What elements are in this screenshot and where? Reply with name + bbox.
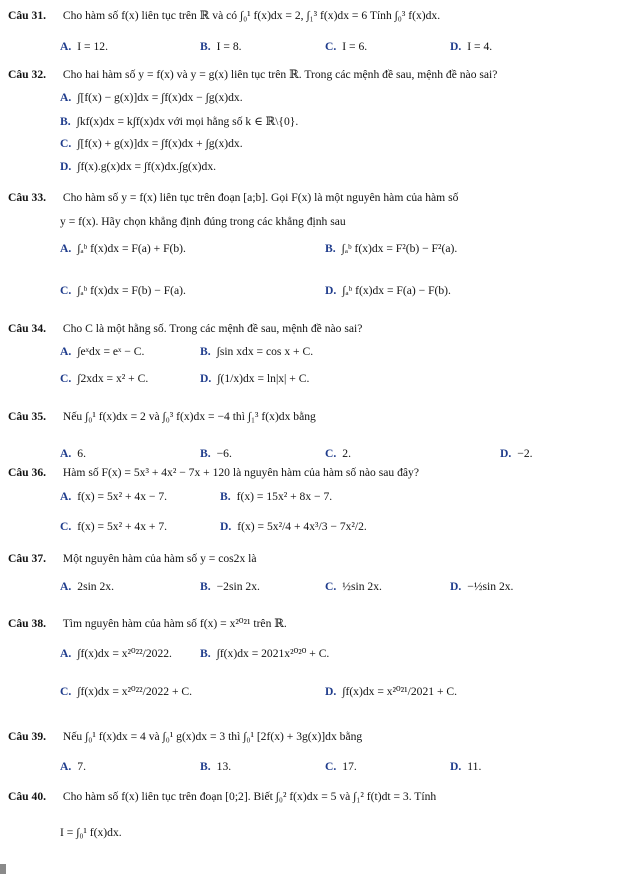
question-34 [8,322,362,335]
question-number: Câu 31. [8,9,47,22]
option-c: C. ∫2xdx = x² + C. [60,372,149,385]
question-number: Câu 37. [8,552,47,565]
question-number: Câu 34. [8,322,47,335]
option-c: C. I = 6. [325,40,368,53]
option-d: D. 11. [450,760,482,773]
option-a: A. 7. [60,760,86,773]
option-a: A. ∫eˣdx = eˣ − C. [60,345,145,358]
question-text: Cho C là một hằng số. Trong các mệnh đề sau, mệnh đề nào sai? [62,322,363,335]
option-c: C. ∫[f(x) + g(x)]dx = ∫f(x)dx + ∫g(x)dx. [60,137,243,150]
page-corner-mark [0,864,6,874]
option-d: D. ∫ₐᵇ f(x)dx = F(a) − F(b). [325,284,451,297]
option-b: B. ∫kf(x)dx = k∫f(x)dx với mọi hằng số k ∈ ℝ\{0}. [60,115,299,128]
option-c: C. ∫ₐᵇ f(x)dx = F(b) − F(a). [60,284,186,297]
question-number: Câu 36. [8,466,47,479]
option-d: D. ∫(1/x)dx = ln|x| + C. [200,372,310,385]
question-text: Cho hàm số f(x) liên tục trên ℝ và có ∫₀¹ f(x)dx = 2, ∫₁³ f(x)dx = 6 Tính ∫₀³ f(x)dx. [62,9,441,22]
question-text-continued: I = ∫₀¹ f(x)dx. [60,826,122,839]
option-d: D. ∫f(x).g(x)dx = ∫f(x)dx.∫g(x)dx. [60,160,217,173]
question-text: Hàm số F(x) = 5x³ + 4x² − 7x + 120 là nguyên hàm của hàm số nào sau đây? [62,466,419,479]
option-a: A. ∫f(x)dx = x²⁰²²/2022. [60,647,172,660]
option-a: A. I = 12. [60,40,108,53]
option-a: A. 6. [60,447,86,460]
question-35 [8,410,316,423]
question-number: Câu 33. [8,191,47,204]
question-number: Câu 35. [8,410,47,423]
question-number: Câu 40. [8,790,47,803]
option-b: B. 13. [200,760,232,773]
question-38 [8,616,287,630]
question-31 [8,8,440,22]
question-text: Tìm nguyên hàm của hàm số f(x) = x²⁰²¹ trên ℝ. [62,617,287,630]
option-d: D. −2. [500,447,533,460]
option-b: B. f(x) = 15x² + 8x − 7. [220,490,333,503]
option-b: B. −6. [200,447,232,460]
question-number: Câu 32. [8,68,47,81]
option-d: D. ∫f(x)dx = x²⁰²¹/2021 + C. [325,685,458,698]
option-a: A. ∫[f(x) − g(x)]dx = ∫f(x)dx − ∫g(x)dx. [60,91,243,104]
option-b: B. −2sin 2x. [200,580,260,593]
question-36 [8,466,419,479]
question-40 [8,790,436,803]
question-text: Một nguyên hàm của hàm số y = cos2x là [62,552,257,565]
question-text: Cho hai hàm số y = f(x) và y = g(x) liên tục trên ℝ. Trong các mệnh đề sau, mệnh đề nào sai? [62,68,498,81]
option-c: C. 2. [325,447,351,460]
option-c: C. ½sin 2x. [325,580,382,593]
option-b: B. ∫ₐᵇ f(x)dx = F²(b) − F²(a). [325,242,458,255]
question-37 [8,552,257,565]
question-32 [8,67,497,81]
option-b: B. ∫f(x)dx = 2021x²⁰²⁰ + C. [200,647,330,660]
option-c: C. 17. [325,760,357,773]
option-d: D. f(x) = 5x²/4 + 4x³/3 − 7x²/2. [220,520,367,533]
question-text: Nếu ∫₀¹ f(x)dx = 2 và ∫₀³ f(x)dx = −4 thì ∫₁³ f(x)dx bằng [62,410,316,423]
option-a: A. ∫ₐᵇ f(x)dx = F(a) + F(b). [60,242,186,255]
option-c: C. f(x) = 5x² + 4x + 7. [60,520,168,533]
option-d: D. I = 4. [450,40,493,53]
question-number: Câu 38. [8,617,47,630]
question-text-continued: y = f(x). Hãy chọn khẳng định đúng trong các khẳng định sau [60,215,346,228]
question-39 [8,730,362,743]
question-text: Cho hàm số f(x) liên tục trên đoạn [0;2]. Biết ∫₀² f(x)dx = 5 và ∫₁² f(t)dt = 3. Tính [62,790,437,803]
question-text: Cho hàm số y = f(x) liên tục trên đoạn [a;b]. Gọi F(x) là một nguyên hàm của hàm số [62,191,459,204]
option-a: A. f(x) = 5x² + 4x − 7. [60,490,168,503]
option-d: D. −½sin 2x. [450,580,514,593]
question-text: Nếu ∫₀¹ f(x)dx = 4 và ∫₀¹ g(x)dx = 3 thì ∫₀¹ [2f(x) + 3g(x)]dx bằng [62,730,363,743]
option-c: C. ∫f(x)dx = x²⁰²²/2022 + C. [60,685,193,698]
question-number: Câu 39. [8,730,47,743]
option-b: B. ∫sin xdx = cos x + C. [200,345,314,358]
option-a: A. 2sin 2x. [60,580,114,593]
question-33 [8,191,458,204]
option-b: B. I = 8. [200,40,242,53]
